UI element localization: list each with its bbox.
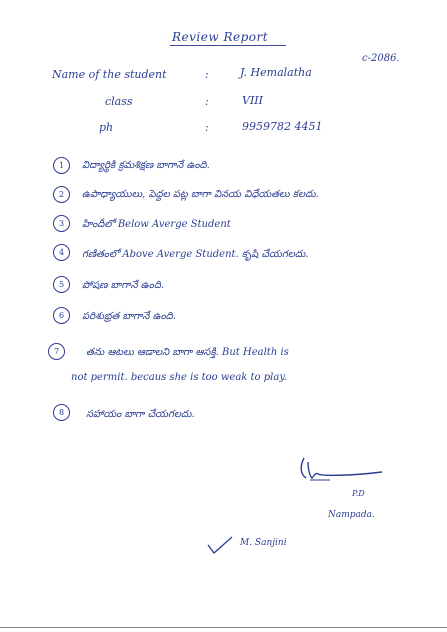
signature-mark (290, 452, 390, 492)
item-number: 1 (53, 157, 70, 174)
page-title: Review Report (172, 30, 269, 44)
student-name-value: J. Hemalatha (240, 66, 312, 79)
tick-mark-icon (205, 535, 235, 557)
page-bottom-edge (0, 627, 447, 628)
review-item-text: గణితంలో Above Averge Student. కృషి చేయగలదు. (82, 249, 309, 260)
review-item-text: పరిశుభ్రత బాగానే ఉంది. (82, 311, 176, 322)
item-number: 5 (53, 276, 70, 293)
review-item-text: హిందీలో Below Averge Student (82, 219, 231, 230)
review-item-text: విద్యార్థికి క్రమశిక్షణ బాగానే ఉంది. (82, 160, 210, 171)
review-item-text: సహాయం బాగా చేయగలదు. (86, 409, 195, 420)
reference-number: c-2086. (362, 53, 400, 64)
student-name-colon: : (205, 68, 209, 81)
item-number: 6 (53, 307, 70, 324)
review-item-text-line2: not permit. becaus she is too weak to play. (71, 372, 287, 383)
phone-colon: : (205, 121, 209, 134)
item-number: 4 (53, 244, 70, 261)
signature-place: Nampada. (328, 510, 375, 520)
class-colon: : (205, 95, 209, 108)
review-item-text: పోషణ బాగానే ఉంది. (82, 280, 165, 291)
review-item-text-line1: తను ఆటలు ఆడాలని బాగా ఆసక్తి. But Health is (86, 347, 289, 358)
class-value: VIII (242, 94, 263, 107)
title-underline (170, 45, 286, 46)
countersign-name: M. Sanjini (240, 538, 287, 548)
item-number: 8 (53, 404, 70, 421)
student-name-label: Name of the student (52, 68, 167, 81)
item-number: 7 (48, 343, 65, 360)
signature-designation: P.D (352, 489, 365, 498)
phone-label: ph (99, 121, 114, 134)
item-number: 3 (53, 215, 70, 232)
review-item-text: ఉపాధ్యాయులు, పెద్దల పట్ల బాగా వినయ విధేయతలు కలదు. (82, 189, 319, 200)
class-label: class (105, 95, 133, 108)
phone-value: 9959782 4451 (242, 120, 323, 133)
item-number: 2 (53, 186, 70, 203)
